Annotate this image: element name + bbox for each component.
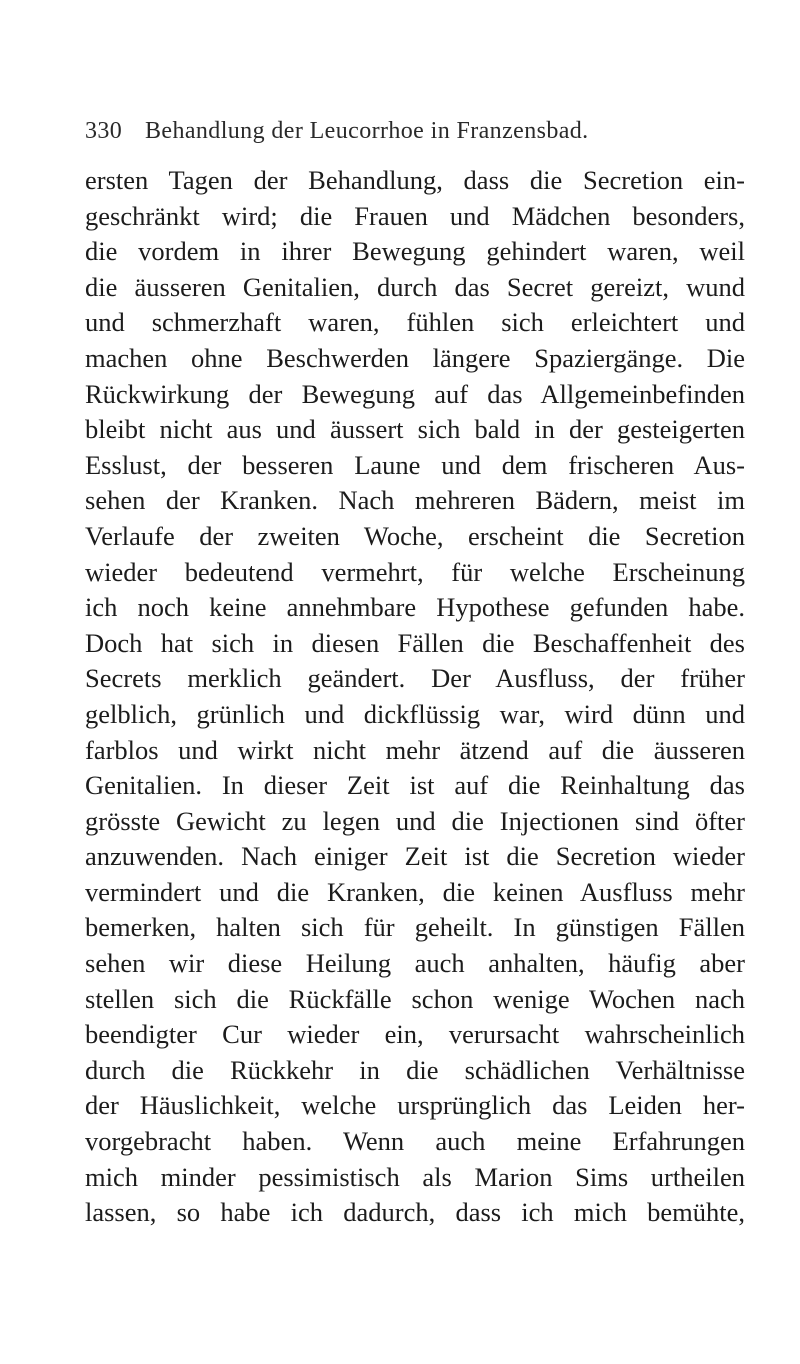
text-line: der Häuslichkeit, welche ursprünglich das Leiden her- — [85, 1090, 745, 1121]
text-line: Doch hat sich in diesen Fällen die Beschaffenheit des — [85, 627, 745, 658]
text-line: sehen der Kranken. Nach mehreren Bädern, meist im — [85, 485, 745, 516]
text-line: die äusseren Genitalien, durch das Secret gereizt, wund — [85, 271, 745, 302]
text-line: stellen sich die Rückfälle schon wenige Wochen nach — [85, 983, 745, 1014]
text-line: und schmerzhaft waren, fühlen sich erleichtert und — [85, 307, 745, 338]
page-number: 330 — [85, 118, 123, 144]
text-line: ich noch keine annehmbare Hypothese gefunden habe. — [85, 592, 745, 623]
body-text — [85, 163, 745, 1231]
text-line: anzuwenden. Nach einiger Zeit ist die Secretion wieder — [85, 841, 745, 872]
running-header — [85, 118, 589, 145]
text-line: bleibt nicht aus und äussert sich bald in der gesteigerten — [85, 414, 745, 445]
text-line: vorgebracht haben. Wenn auch meine Erfahrungen — [85, 1126, 745, 1157]
text-line: farblos und wirkt nicht mehr ätzend auf die äusseren — [85, 734, 745, 765]
text-line: geschränkt wird; die Frauen und Mädchen besonders, — [85, 200, 745, 231]
text-line: Esslust, der besseren Laune und dem frischeren Aus- — [85, 449, 745, 480]
text-line: durch die Rückkehr in die schädlichen Verhältnisse — [85, 1054, 745, 1085]
text-line: ersten Tagen der Behandlung, dass die Secretion ein- — [85, 165, 745, 195]
running-title: Behandlung der Leucorrhoe in Franzensbad. — [145, 118, 589, 144]
text-line: die vordem in ihrer Bewegung gehindert waren, weil — [85, 236, 745, 267]
text-line: wieder bedeutend vermehrt, für welche Erscheinung — [85, 556, 745, 587]
text-line: vermindert und die Kranken, die keinen Ausfluss mehr — [85, 876, 745, 907]
text-line: bemerken, halten sich für geheilt. In günstigen Fällen — [85, 912, 745, 943]
text-line: grösste Gewicht zu legen und die Injectionen sind öfter — [85, 805, 745, 836]
text-line: Genitalien. In dieser Zeit ist auf die Reinhaltung das — [85, 770, 745, 801]
text-line: mich minder pessimistisch als Marion Sims urtheilen — [85, 1161, 745, 1192]
text-line: Verlaufe der zweiten Woche, erscheint die Secretion — [85, 520, 745, 551]
text-line: beendigter Cur wieder ein, verursacht wahrscheinlich — [85, 1019, 745, 1050]
text-line: Rückwirkung der Bewegung auf das Allgemeinbefinden — [85, 378, 745, 409]
text-line: machen ohne Beschwerden längere Spaziergänge. Die — [85, 342, 745, 373]
text-line: lassen, so habe ich dadurch, dass ich mich bemühte, — [85, 1197, 745, 1228]
text-line: gelblich, grünlich und dickflüssig war, wird dünn und — [85, 698, 745, 729]
text-line: sehen wir diese Heilung auch anhalten, häufig aber — [85, 948, 745, 979]
text-line: Secrets merklich geändert. Der Ausfluss, der früher — [85, 663, 745, 694]
